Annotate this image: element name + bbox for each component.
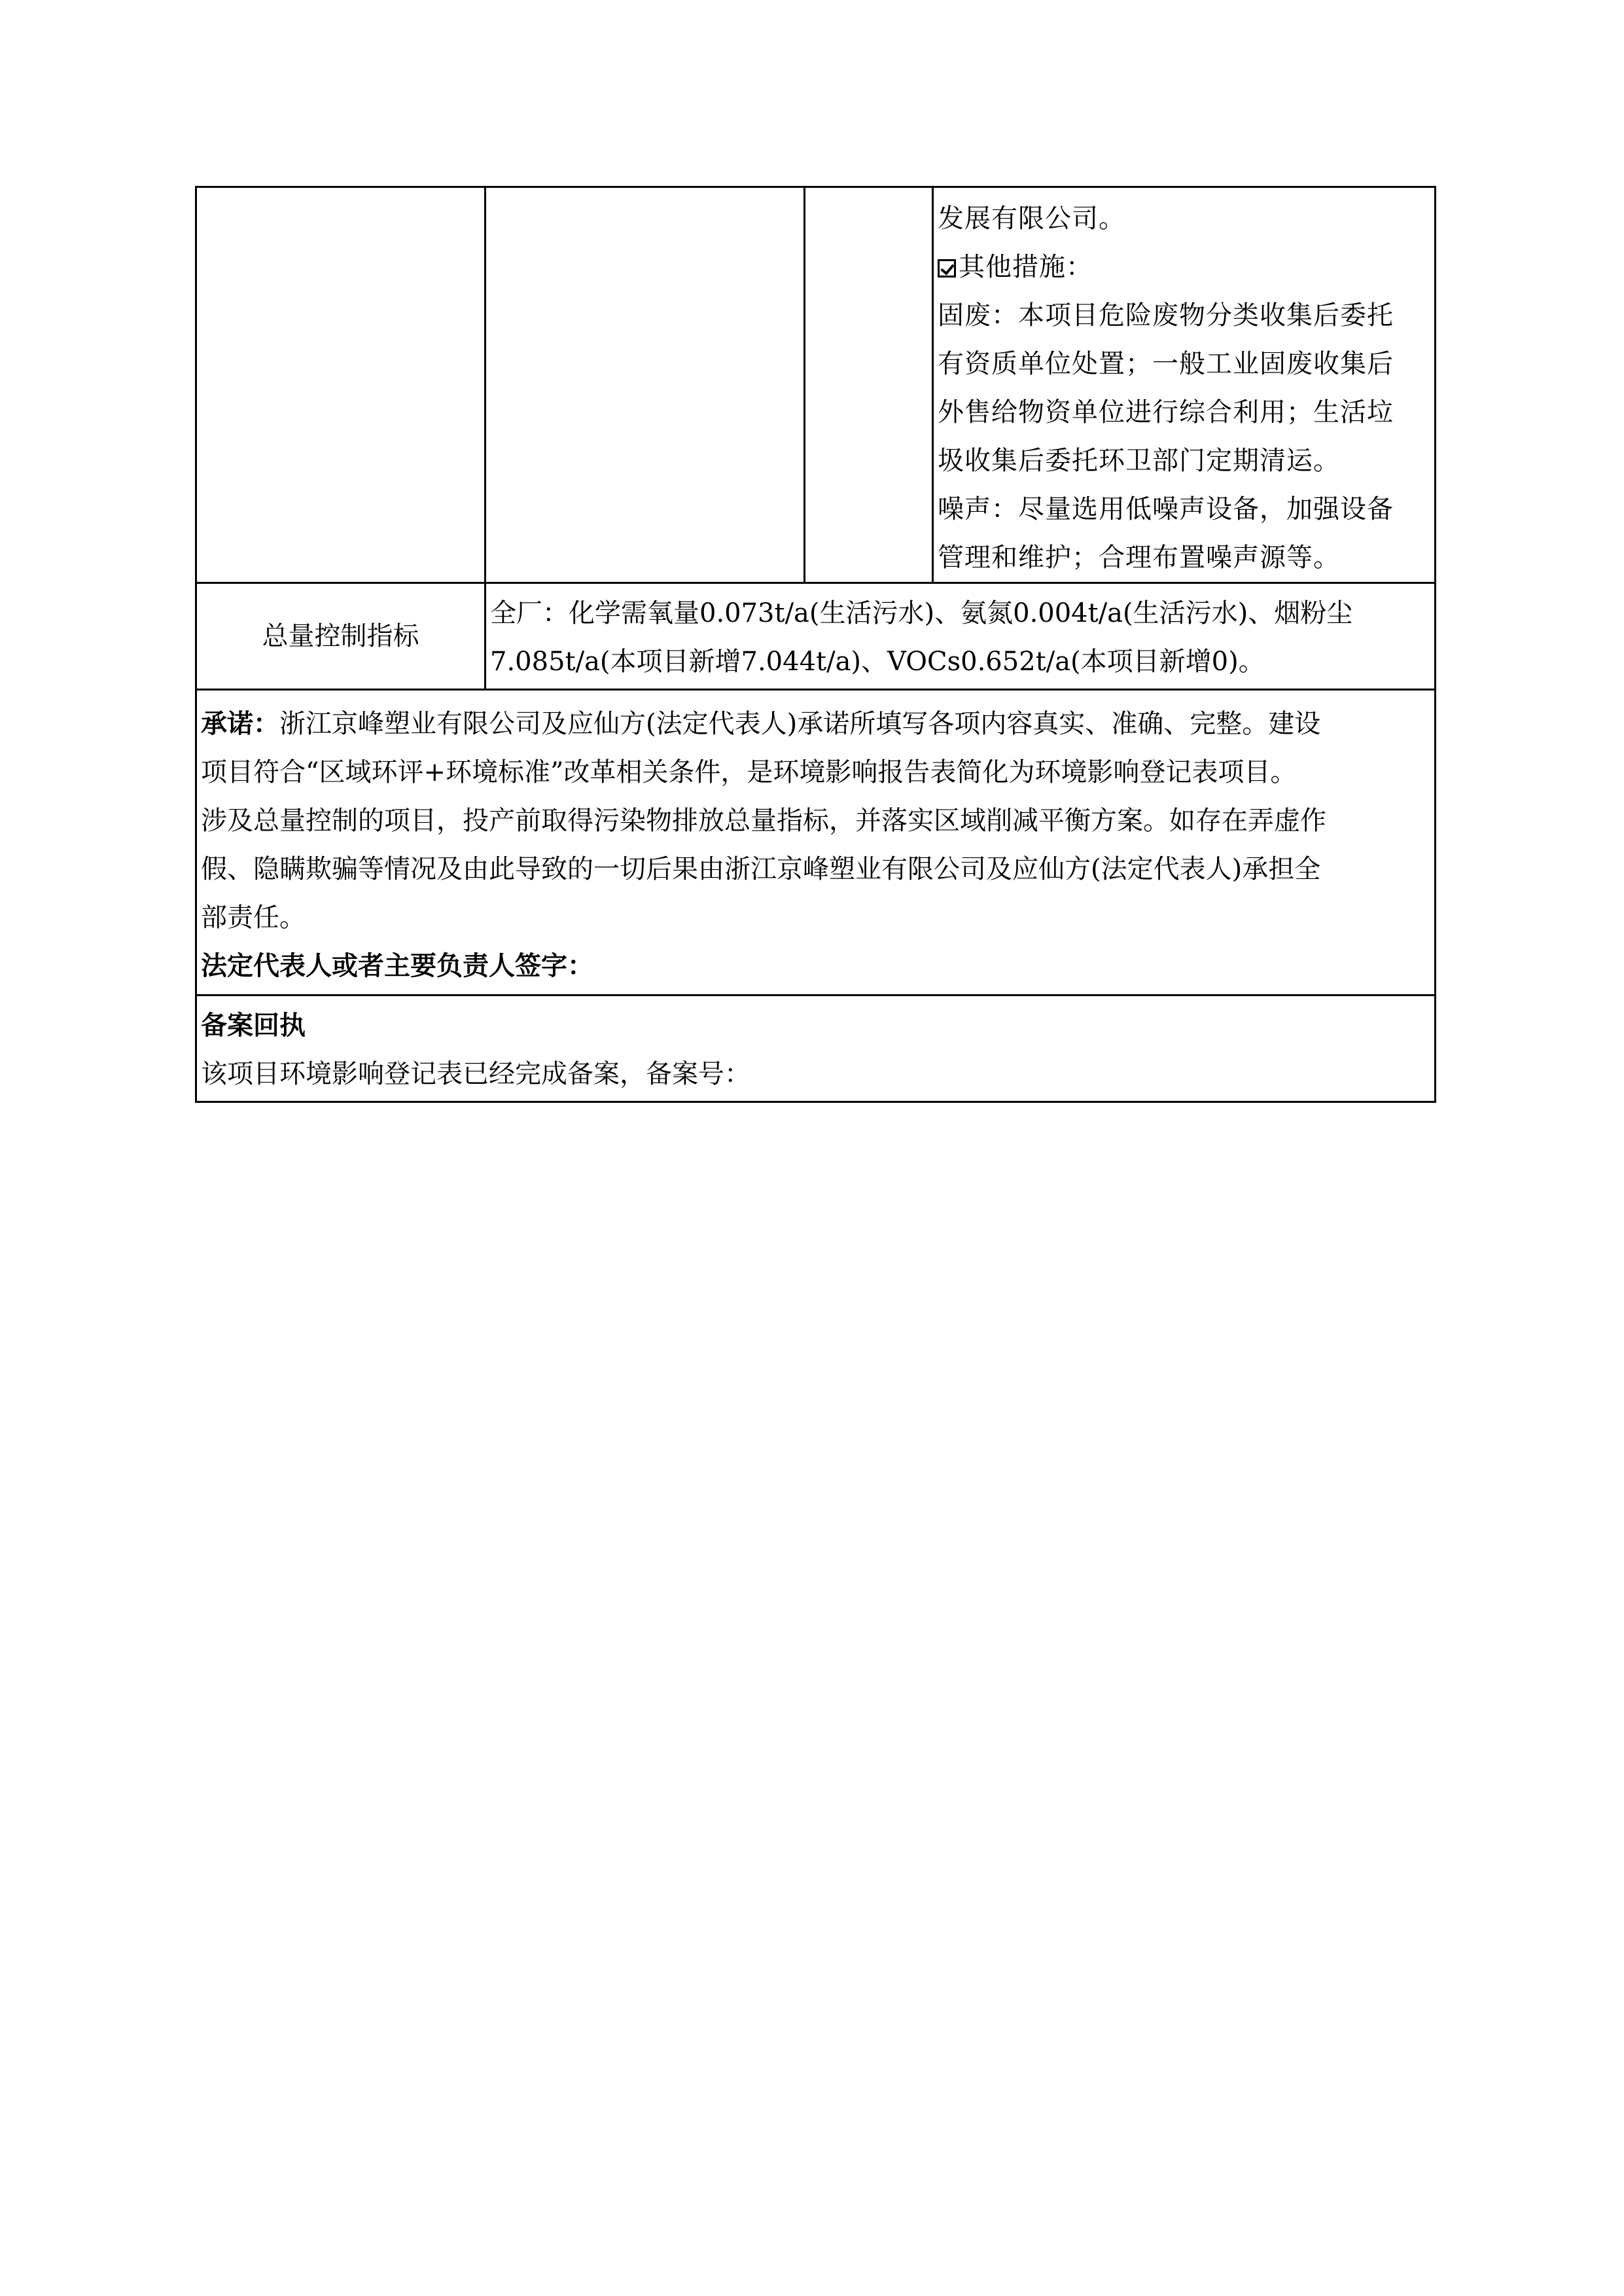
measures-line: 有资质单位处置；一般工业固废收集后 <box>938 349 1394 379</box>
total-control-line: 全厂：化学需氧量0.073t/a(生活污水)、氨氮0.004t/a(生活污水)、烟粉尘 <box>490 598 1353 628</box>
signature-label: 法定代表人或者主要负责人签字： <box>201 950 593 981</box>
measures-line: 固废：本项目危险废物分类收集后委托 <box>938 300 1394 331</box>
commitment-text: 浙江京峰塑业有限公司及应仙方(法定代表人)承诺所填写各项内容真实、准确、完整。建设 <box>279 709 1321 739</box>
total-control-label: 总量控制指标 <box>196 583 485 690</box>
empty-cell-2 <box>485 187 805 583</box>
receipt-text: 该项目环境影响登记表已经完成备案，备案号： <box>201 1059 750 1089</box>
registration-form-table <box>195 186 1436 1103</box>
commitment-line: 部责任。 <box>201 903 306 933</box>
other-measures-line <box>938 243 1432 291</box>
measures-line: 外售给物资单位进行综合利用；生活垃 <box>938 397 1394 427</box>
measures-cell <box>933 187 1436 583</box>
measures-row <box>196 187 1436 583</box>
other-measures-label: 其他措施： <box>959 252 1093 282</box>
total-control-line: 7.085t/a(本项目新增7.044t/a)、VOCs0.652t/a(本项目新增0)。 <box>490 647 1265 677</box>
commitment-line: 项目符合“区域环评+环境标准”改革相关条件，是环境影响报告表简化为环境影响登记表项目。 <box>201 757 1297 787</box>
commitment-line: 涉及总量控制的项目，投产前取得污染物排放总量指标，并落实区域削减平衡方案。如存在弄虚作 <box>201 806 1326 836</box>
measures-line: 圾收集后委托环卫部门定期清运。 <box>938 446 1340 476</box>
commitment-line <box>201 700 1430 748</box>
measures-line: 噪声：尽量选用低噪声设备，加强设备 <box>938 494 1394 524</box>
receipt-cell <box>196 996 1436 1102</box>
commitment-row <box>196 690 1436 996</box>
total-control-values <box>485 583 1436 690</box>
commitment-line: 假、隐瞒欺骗等情况及由此导致的一切后果由浙江京峰塑业有限公司及应仙方(法定代表人)承担全 <box>201 854 1321 884</box>
receipt-row <box>196 996 1436 1102</box>
commitment-cell <box>196 690 1436 996</box>
measures-line: 发展有限公司。 <box>938 204 1125 234</box>
measures-line: 管理和维护；合理布置噪声源等。 <box>938 543 1340 573</box>
empty-cell-3 <box>805 187 933 583</box>
other-measures-checkbox[interactable] <box>938 259 956 278</box>
empty-cell-1 <box>196 187 485 583</box>
commitment-heading: 承诺： <box>201 708 279 739</box>
receipt-heading: 备案回执 <box>201 1010 306 1041</box>
total-control-row <box>196 583 1436 690</box>
